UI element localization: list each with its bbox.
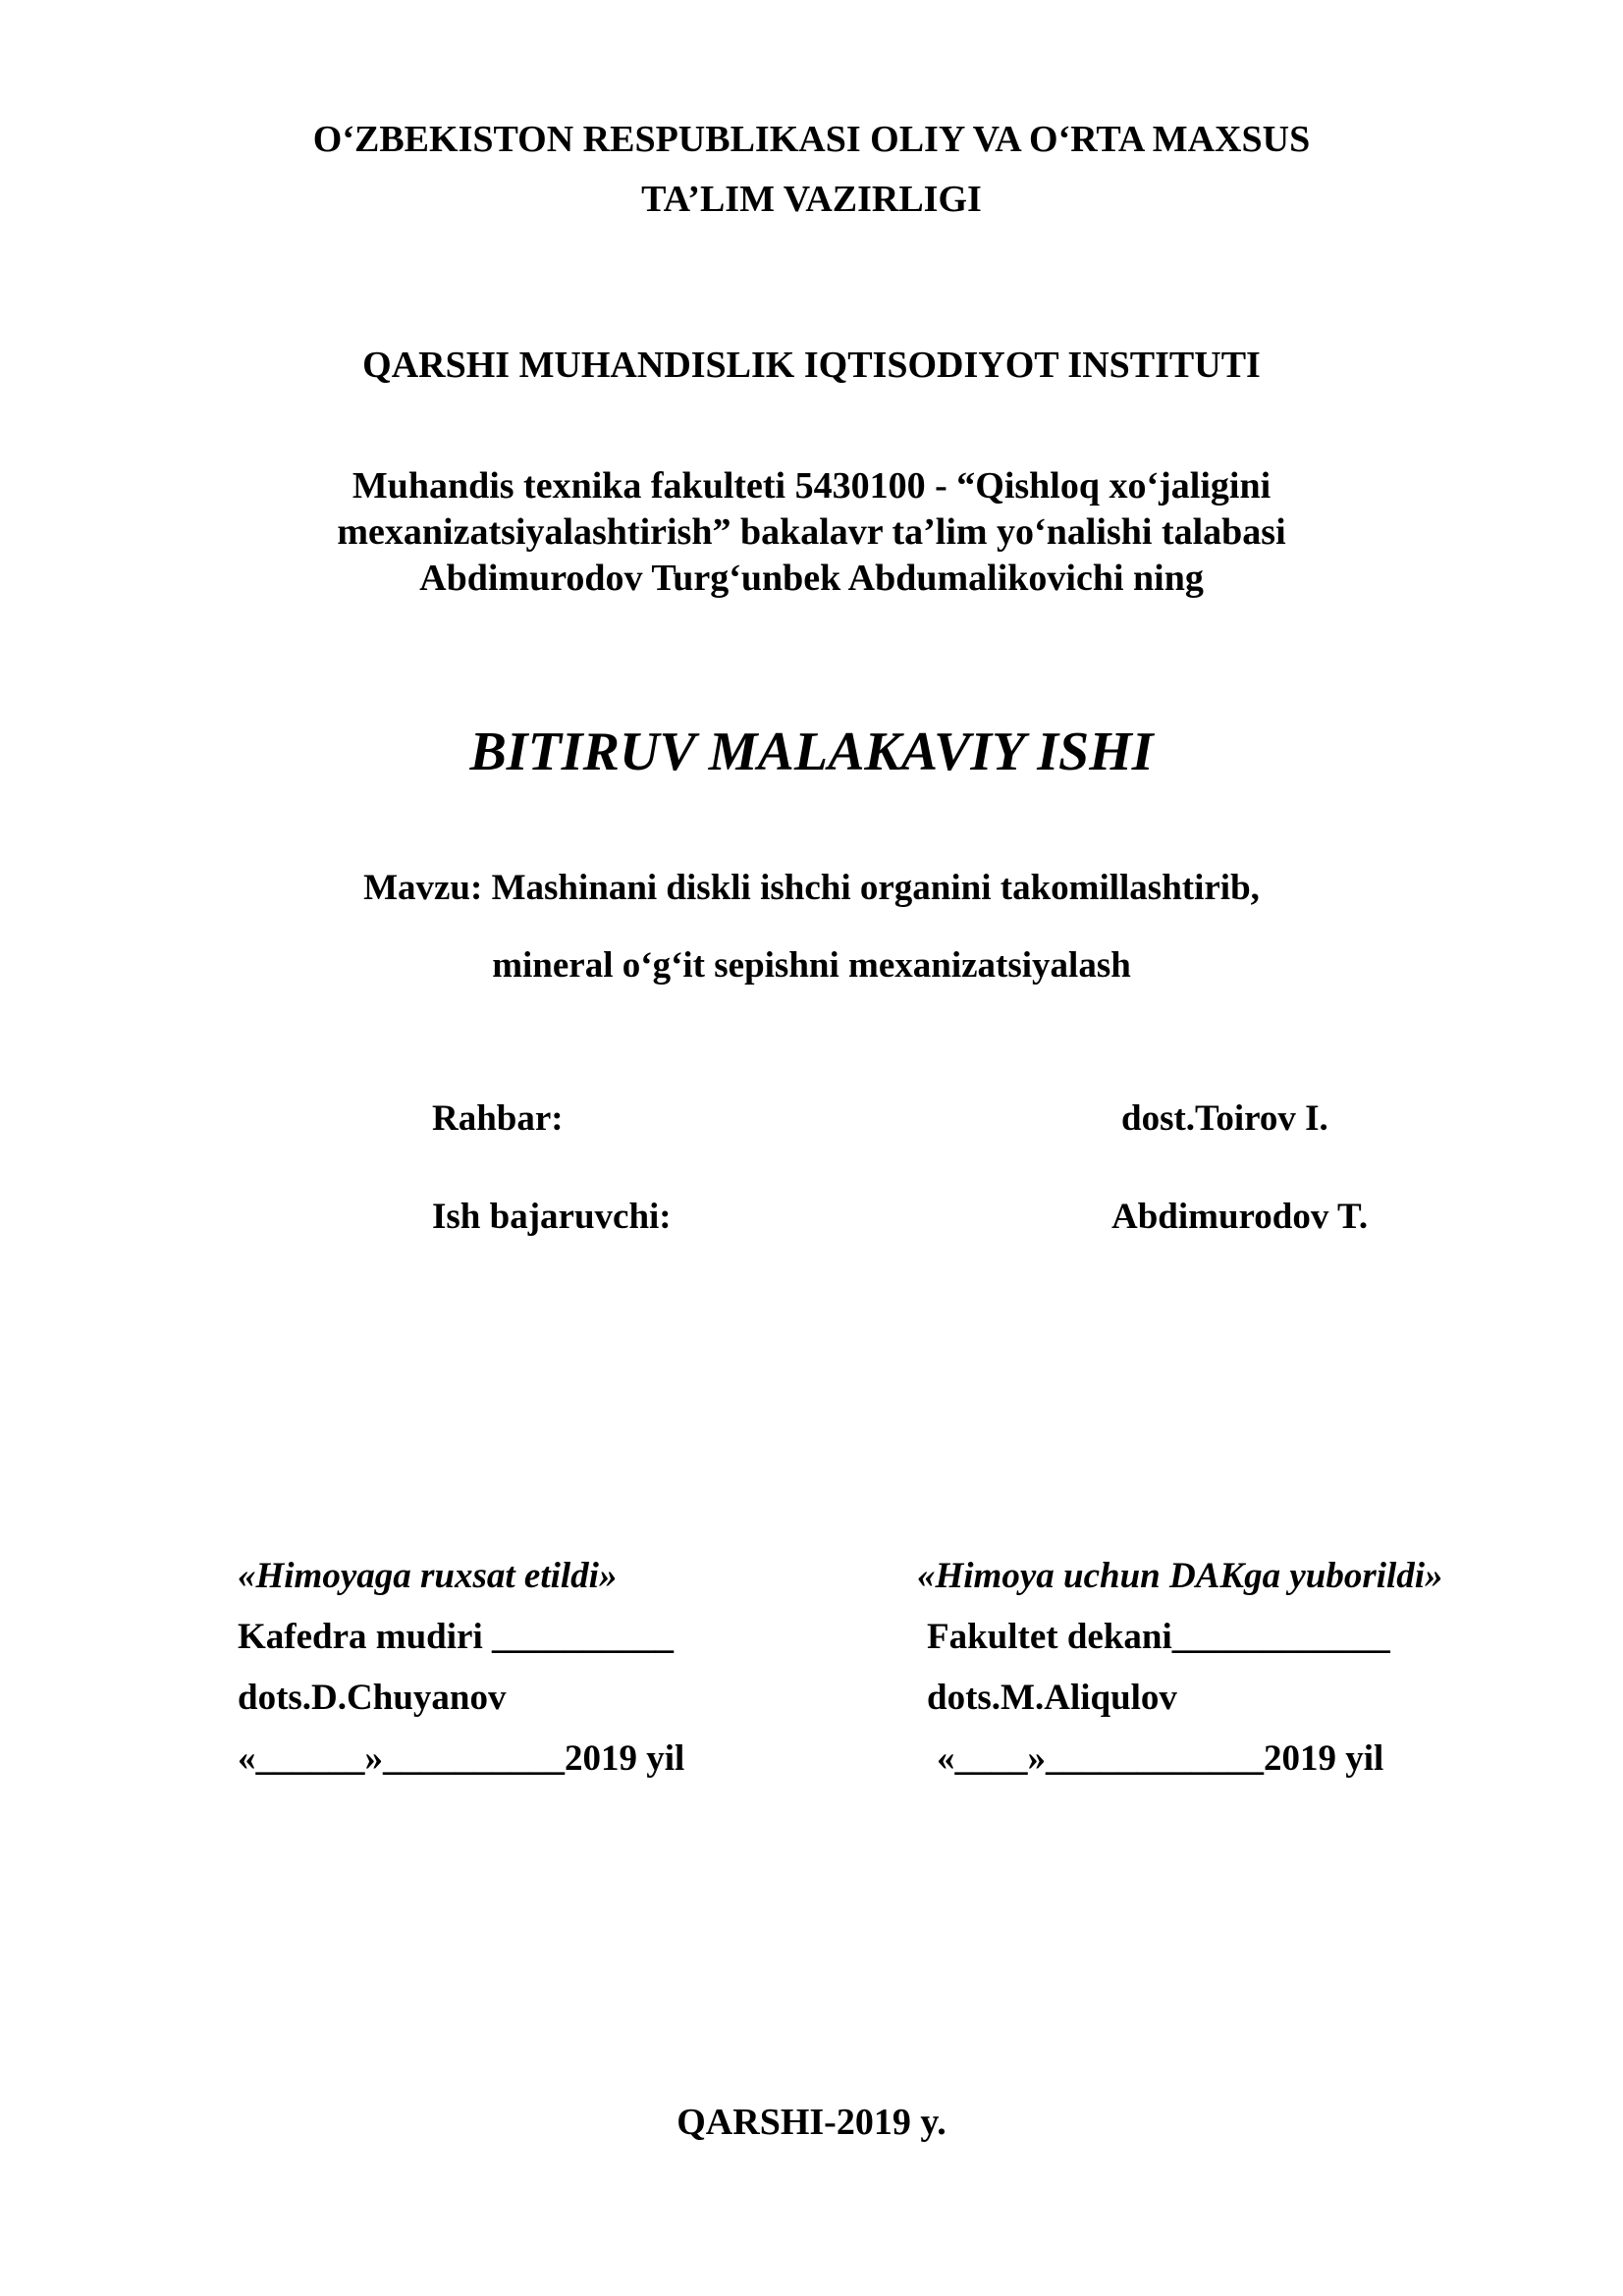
approval-right-position: Fakultet dekani____________ xyxy=(927,1617,1390,1657)
student-info-line-3: Abdimurodov Turg‘unbek Abdumalikovichi ning xyxy=(419,558,1204,599)
approval-right-date: «____»____________2019 yil xyxy=(937,1738,1384,1779)
approval-left-heading: «Himoyaga ruxsat etildi» xyxy=(238,1556,618,1596)
supervisor-label: Rahbar: xyxy=(432,1098,564,1139)
approval-right-name: dots.M.Aliqulov xyxy=(927,1678,1177,1718)
performer-name: Abdimurodov T. xyxy=(1111,1197,1369,1237)
topic-line-1: Mavzu: Mashinani diskli ishchi organini takomillashtirib, xyxy=(363,868,1260,908)
approval-left-date: «______»__________2019 yil xyxy=(238,1738,685,1779)
ministry-line-2: TA’LIM VAZIRLIGI xyxy=(641,179,982,220)
student-info-line-1: Muhandis texnika fakulteti 5430100 - “Qishloq xo‘jaligini xyxy=(352,465,1271,507)
student-info-line-2: mexanizatsiyalashtirish” bakalavr ta’lim yo‘nalishi talabasi xyxy=(337,511,1286,553)
footer-city-year: QARSHI-2019 y. xyxy=(676,2102,947,2143)
ministry-line-1: O‘ZBEKISTON RESPUBLIKASI OLIY VA O‘RTA MAXSUS xyxy=(312,119,1311,160)
approval-left-position: Kafedra mudiri __________ xyxy=(238,1617,674,1657)
institute-name: QARSHI MUHANDISLIK IQTISODIYOT INSTITUTI xyxy=(362,345,1261,386)
supervisor-name: dost.Toirov I. xyxy=(1121,1098,1328,1139)
topic-line-2: mineral o‘g‘it sepishni mexanizatsiyalash xyxy=(492,945,1131,986)
document-title: BITIRUV MALAKAVIY ISHI xyxy=(469,721,1154,782)
approval-right-heading: «Himoya uchun DAKga yuborildi» xyxy=(917,1556,1443,1596)
approval-left-name: dots.D.Chuyanov xyxy=(238,1678,507,1718)
performer-label: Ish bajaruvchi: xyxy=(432,1197,672,1237)
